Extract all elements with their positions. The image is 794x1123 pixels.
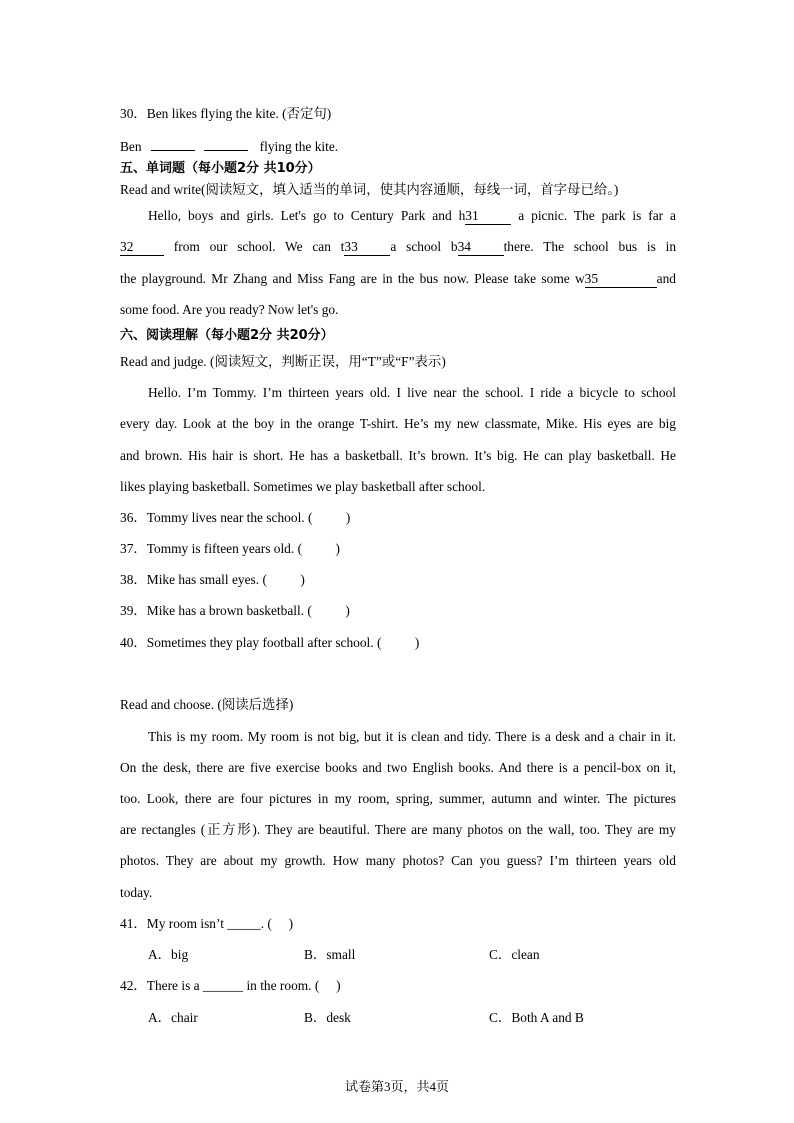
cloze-blank-32[interactable]: 32 <box>120 239 164 256</box>
choose-passage-line-5: photos. They are about my growth. How many photos? Can you guess? I’m thirteen years old <box>120 853 676 868</box>
cloze-text: a school b <box>390 239 458 254</box>
cloze-text: and <box>656 271 676 286</box>
question-37[interactable]: 37．Tommy is fifteen years old. ( ) <box>120 541 340 556</box>
question-40[interactable]: 40．Sometimes they play football after school. ( ) <box>120 635 420 650</box>
choose-passage-line-4: are rectangles (正方形). They are beautiful. There are many photos on the wall, too. They are my <box>120 822 676 837</box>
question-41: 41．My room isn’t _____. ( ) <box>120 916 294 931</box>
answer-blank-2[interactable] <box>204 134 248 151</box>
cloze-text: the playground. Mr Zhang and Miss Fang are in the bus now. Please take some w <box>120 271 585 286</box>
judge-passage-line-1: Hello. I’m Tommy. I’m thirteen years old. I live near the school. I ride a bicycle to school <box>148 385 676 400</box>
question-42-option-c[interactable]: C．Both A and B <box>489 1010 584 1025</box>
cloze-blank-35[interactable]: 35 <box>585 271 657 288</box>
question-41-option-a[interactable]: A．big <box>148 947 189 962</box>
section-5-heading: 五、单词题（每小题2分 共10分） <box>120 161 321 176</box>
cloze-line-2 <box>120 237 676 257</box>
cloze-text: from our school. We can t <box>173 239 345 254</box>
question-42-option-a[interactable]: A．chair <box>148 1010 198 1025</box>
choose-passage-line-6: today. <box>120 885 153 900</box>
cloze-line-3 <box>120 269 676 289</box>
cloze-blank-31[interactable]: 31 <box>465 208 511 225</box>
question-41-option-c[interactable]: C．clean <box>489 947 540 962</box>
question-42-option-b[interactable]: B．desk <box>304 1010 351 1025</box>
cloze-text: a picnic. The park is far a <box>518 208 676 223</box>
judge-passage-line-4: likes playing basketball. Sometimes we play basketball after school. <box>120 479 486 494</box>
choose-passage-line-3: too. Look, there are four pictures in my room, spring, summer, autumn and winter. The pictures <box>120 791 676 806</box>
cloze-blank-34[interactable]: 34 <box>458 239 504 256</box>
question-38[interactable]: 38．Mike has small eyes. ( ) <box>120 572 305 587</box>
section-5-instruction: Read and write(阅读短文，填入适当的单词，使其内容通顺，每线一词，首字母已给。) <box>120 182 619 197</box>
cloze-blank-33[interactable]: 33 <box>344 239 390 256</box>
question-30-answer-line <box>120 134 676 157</box>
cloze-text: Hello, boys and girls. Let's go to Century Park and h <box>148 208 466 223</box>
section-6-heading: 六、阅读理解（每小题2分 共20分） <box>120 328 334 343</box>
question-41-option-b[interactable]: B．small <box>304 947 356 962</box>
answer-suffix: flying the kite. <box>259 139 339 154</box>
answer-blank-1[interactable] <box>151 134 195 151</box>
cloze-line-4: some food. Are you ready? Now let's go. <box>120 302 339 317</box>
judge-passage-line-3: and brown. His hair is short. He has a basketball. It’s brown. It’s big. He can play basketball. He <box>120 448 676 463</box>
question-30: 30．Ben likes flying the kite. (否定句) <box>120 106 332 121</box>
cloze-text: there. The school bus is in <box>503 239 677 254</box>
cloze-line-1 <box>148 206 676 226</box>
choose-instruction: Read and choose. (阅读后选择) <box>120 697 294 712</box>
question-42: 42．There is a ______ in the room. ( ) <box>120 978 341 993</box>
question-39[interactable]: 39．Mike has a brown basketball. ( ) <box>120 603 350 618</box>
choose-passage-line-2: On the desk, there are five exercise books and two English books. And there is a pencil-box on it, <box>120 760 676 775</box>
question-36[interactable]: 36．Tommy lives near the school. ( ) <box>120 510 351 525</box>
judge-instruction: Read and judge. (阅读短文，判断正误，用“T”或“F”表示) <box>120 354 446 369</box>
choose-passage-line-1: This is my room. My room is not big, but it is clean and tidy. There is a desk and a chair in it. <box>148 729 676 744</box>
judge-passage-line-2: every day. Look at the boy in the orange T-shirt. He’s my new classmate, Mike. His eyes are big <box>120 416 676 431</box>
page-footer: 试卷第3页，共4页 <box>344 1079 449 1094</box>
answer-prefix: Ben <box>120 139 142 154</box>
